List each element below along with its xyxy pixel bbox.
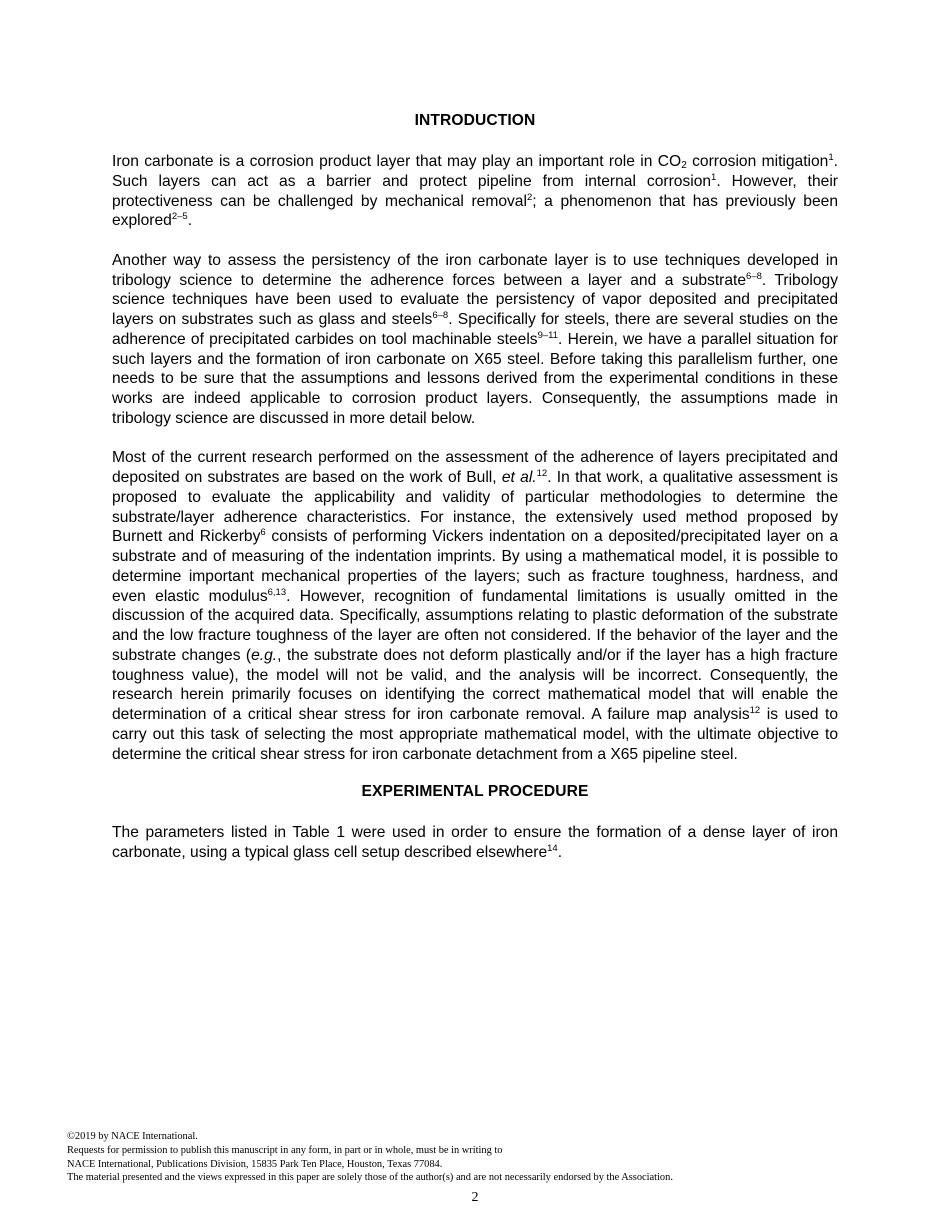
text: Iron carbonate is a corrosion product layer that may play an important role in CO bbox=[112, 153, 682, 170]
text: . However, their protectiveness can be challenged by mechanical removal bbox=[112, 172, 838, 210]
text: is used to carry out this task of selecting the most appropriate mathematical model, with the ultimate objective to determine the critical shear stress for iron carbonate detachment from a X65 pipeline steel. bbox=[112, 706, 839, 763]
citation: 9–11 bbox=[537, 329, 559, 341]
text: . Specifically for steels, there are several studies on the adherence of precipitated carbides on tool machinable steels bbox=[112, 311, 838, 348]
text: . However, recognition of fundamental limitations is usually omitted in the discussion of the acquired data. Specifically, assumptions relating to plastic deformation of the substrate and the low fracture toughness of the layer are often not considered. If the behavior of the layer and the substrate changes ( bbox=[112, 587, 838, 664]
citation: 6 bbox=[260, 527, 266, 539]
citation: 1 bbox=[828, 152, 834, 163]
text: corrosion mitigation bbox=[686, 153, 829, 170]
footer-line: Requests for permission to publish this manuscript in any form, in part or in whole, must be in writing to bbox=[67, 1144, 503, 1156]
experimental-paragraph-1 bbox=[112, 823, 838, 863]
intro-paragraph-3 bbox=[112, 448, 838, 764]
text: consists of performing Vickers indentation on a deposited/precipitated layer on a substrate and of measuring of the indentation imprints. By using a mathematical model, it is possible to determine important mechanical properties of the layers; such as fracture toughness, hardness, and even elastic modulus bbox=[112, 528, 838, 605]
citation: 2–5 bbox=[171, 211, 188, 223]
citation: 12 bbox=[749, 705, 761, 716]
copyright-footer bbox=[67, 1130, 887, 1185]
subscript: 2 bbox=[681, 160, 687, 171]
italic-text: et al. bbox=[501, 469, 537, 486]
citation: 14 bbox=[547, 843, 558, 854]
footer-line: The material presented and the views expressed in this paper are solely those of the author(s) and are not necessarily endorsed by the Association. bbox=[67, 1172, 673, 1184]
text: Most of the current research performed on the assessment of the adherence of layers precipitated and deposited on substrates are based on the work of Bull, bbox=[112, 449, 838, 486]
text: . bbox=[557, 844, 563, 861]
intro-paragraph-2 bbox=[112, 251, 838, 429]
experimental-procedure-heading: EXPERIMENTAL PROCEDURE bbox=[361, 783, 589, 801]
citation: 12 bbox=[536, 468, 548, 479]
text: The parameters listed in Table 1 were used in order to ensure the formation of a dense layer of iron carbonate, using a typical glass cell setup described elsewhere bbox=[112, 824, 838, 861]
intro-paragraph-1 bbox=[112, 152, 838, 231]
introduction-heading: INTRODUCTION bbox=[414, 112, 536, 129]
footer-line: ©2019 by NACE International. bbox=[67, 1131, 198, 1142]
citation: 2 bbox=[526, 191, 533, 203]
page-number: 2 bbox=[471, 1190, 479, 1205]
citation: 6,13 bbox=[267, 586, 287, 598]
footer-line: NACE International, Publications Division, 15835 Park Ten Place, Houston, Texas 77084. bbox=[67, 1158, 443, 1170]
text: . Herein, we have a parallel situation for such layers and the formation of iron carbonate on X65 steel. Before taking this parallelism further, one needs to be sure that the assumptions and lessons derived from the experimental conditions in these works are indeed applicable to corrosion product layers. Consequently, the assumptions made in tribology science are discussed in more detail below. bbox=[112, 330, 838, 427]
text: . Tribology science techniques have been used to evaluate the persistency of vapor deposited and precipitated layers on substrates such as glass and steels bbox=[112, 271, 838, 328]
text: . Such layers can act as a barrier and protect pipeline from internal corrosion bbox=[112, 153, 838, 190]
citation: 6–8 bbox=[432, 310, 449, 321]
citation: 6–8 bbox=[746, 270, 762, 282]
text: . bbox=[187, 212, 193, 230]
page-body bbox=[112, 110, 838, 863]
text: , the substrate does not deform plastically and/or if the layer has a high fracture toughness value), the model will not be valid, and the analysis will be incorrect. Consequently, the research herein primarily focuses on identifying the correct mathematical model that will enable the determination of a critical shear stress for iron carbonate removal. A failure map analysis bbox=[112, 646, 838, 723]
text: ; a phenomenon that has previously been explored bbox=[112, 192, 838, 230]
text: . In that work, a qualitative assessment is proposed to evaluate the applicability and validity of particular methodologies to determine the substrate/layer adherence characteristics. For instance, the extensively used method proposed by Burnett and Rickerby bbox=[112, 469, 839, 546]
text: Another way to assess the persistency of the iron carbonate layer is to use techniques developed in tribology science to determine the adherence forces between a layer and a substrate bbox=[112, 251, 838, 289]
citation: 1 bbox=[711, 171, 717, 183]
italic-text: e.g. bbox=[251, 646, 278, 664]
